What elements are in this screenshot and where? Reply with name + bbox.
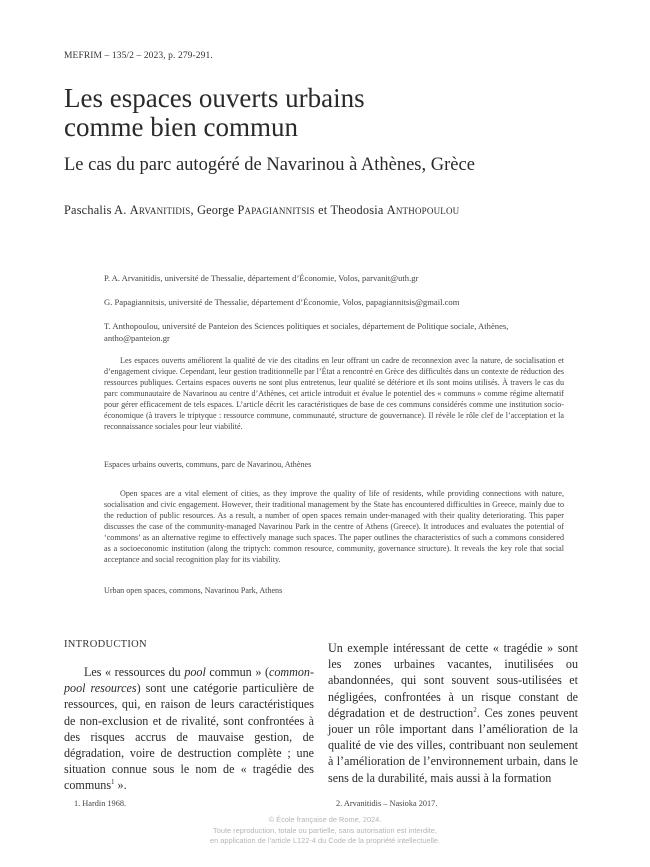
title-line-2: comme bien commun	[64, 112, 298, 142]
author-2-first: George	[197, 203, 235, 217]
journal-reference: MEFRIM – 135/2 – 2023, p. 279-291.	[64, 51, 213, 61]
intro-italic-cpr: common-pool resources	[64, 665, 314, 696]
author-1-first: Paschalis A.	[64, 203, 127, 217]
affiliation-3: T. Anthopoulou, université de Panteion des Sciences politiques et sociales, département de Politique sociale, Athènes, antho@panteion.gr	[104, 321, 509, 343]
footnote-1: 1. Hardin 1968.	[74, 799, 127, 808]
body-column-left	[64, 664, 314, 794]
affiliation-2: G. Papagiannitsis, université de Thessalie, département d’Économie, Volos, papagiannitsis@gmail.com	[104, 297, 460, 308]
author-2-last: Papagiannitsis	[237, 203, 315, 217]
body-column-right	[328, 640, 578, 786]
author-list	[64, 203, 459, 218]
intro-text-1: Les « ressources du	[84, 665, 185, 679]
author-separator: ,	[190, 203, 194, 217]
footnote-2: 2. Arvanitidis – Nasioka 2017.	[336, 799, 438, 808]
intro-text-4: ».	[114, 778, 127, 793]
author-3-last: Anthopoulou	[386, 203, 460, 217]
watermark-line-3: en application de l’article L122-4 du Code de la propriété intellectuelle.	[209, 836, 441, 846]
intro-text-2: commun » (	[205, 665, 269, 679]
intro-italic-pool: pool	[184, 665, 206, 679]
footnote-ref-1[interactable]: 1	[111, 778, 115, 787]
article-subtitle: Le cas du parc autogéré de Navarinou à Athènes, Grèce	[64, 155, 475, 175]
intro-right-text-1: Un exemple intéressant de cette « tragédie » sont les zones urbaines vacantes, inutilisées ou abandonnées, qui sont souvent sous-utilisées et négligées, confrontées à un risque constant de dégradation et de destruction	[328, 641, 578, 720]
title-line-1: Les espaces ouverts urbains	[64, 83, 365, 113]
copyright-watermark	[0, 815, 650, 847]
intro-text-3: ) sont une catégorie particulière de ressources, qui, en raison de leurs caractéristiques de non-exclusion et de rivalité, sont confrontées à des risques accrus de mauvaise gestion, de dégradation, voire de destruction complète ; une situation connue sous le nom de « tragédie des communs	[64, 681, 314, 793]
affiliation-1: P. A. Arvanitidis, université de Thessalie, département d’Économie, Volos, parvanit@uth.gr	[104, 273, 419, 283]
keywords-french: Espaces urbains ouverts, communs, parc de Navarinou, Athènes	[104, 460, 312, 469]
abstract-french: Les espaces ouverts améliorent la qualité de vie des citadins en leur offrant un cadre de reconnexion avec la nature, de socialisation et d’engagement civique. Cependant, leur gestion traditionnelle par l’État a rencontré en Grèce des difficultés dans un contexte de réduction des ressources publiques. Certains espaces ouverts ne sont plus entretenus, leur qualité se détériore et ils sont moins utilisés. À travers le cas du parc communautaire de Navarinou au centre d’Athènes, cet article introduit et évalue le potentiel des « communs » comme régime alternatif pour gérer efficacement de tels espaces. L’article décrit les caractéristiques de base de ces communs considérés comme une institution socio-économique (à travers le triptyque : ressource commune, communauté, structure de gouvernance). Il révèle le rôle clef de l’acceptation et la reconnaissance sociales pour leur viabilité.	[104, 356, 564, 431]
author-1-last: Arvanitidis	[129, 203, 191, 217]
affiliations	[104, 273, 564, 357]
watermark-line-2: Toute reproduction, totale ou partielle, sans autorisation est interdite,	[213, 825, 437, 835]
intro-right-text-2: . Ces zones peuvent jouer un rôle important dans l’amélioration de la qualité de vie des villes, contribuant non seulement à l’amélioration de l’environnement urbain, dans le sens de la durabilité, mais aussi à la formation	[328, 705, 578, 785]
author-3-first: Theodosia	[330, 203, 384, 217]
author-and: et	[318, 203, 328, 217]
abstract-english: Open spaces are a vital element of cities, as they improve the quality of life of residents, while providing connections with nature, socialisation and civic engagement. However, their traditional management by the State has encountered difficulties in Greece, mainly due to the reduction of public resources. As a result, a number of open spaces remain under-managed with their quality deteriorating. This paper discusses the case of the community-managed Navarinou Park in the centre of Athens (Greece). It introduces and evaluates the potential of ‘commons’ as an alternative regime to effectively manage such spaces. The paper outlines the characteristics of such a commons considered as a socioeconomic institution (along the triptych: common resource, community, governance structure). It reveals the key role that social acceptance and social recognition play for its viability.	[104, 489, 564, 564]
article-title	[64, 84, 584, 142]
keywords-english: Urban open spaces, commons, Navarinou Park, Athens	[104, 586, 283, 595]
watermark-line-1: © École française de Rome, 2024.	[268, 815, 382, 824]
footnote-ref-2[interactable]: 2	[473, 705, 477, 714]
section-heading-introduction: INTRODUCTION	[64, 639, 147, 650]
